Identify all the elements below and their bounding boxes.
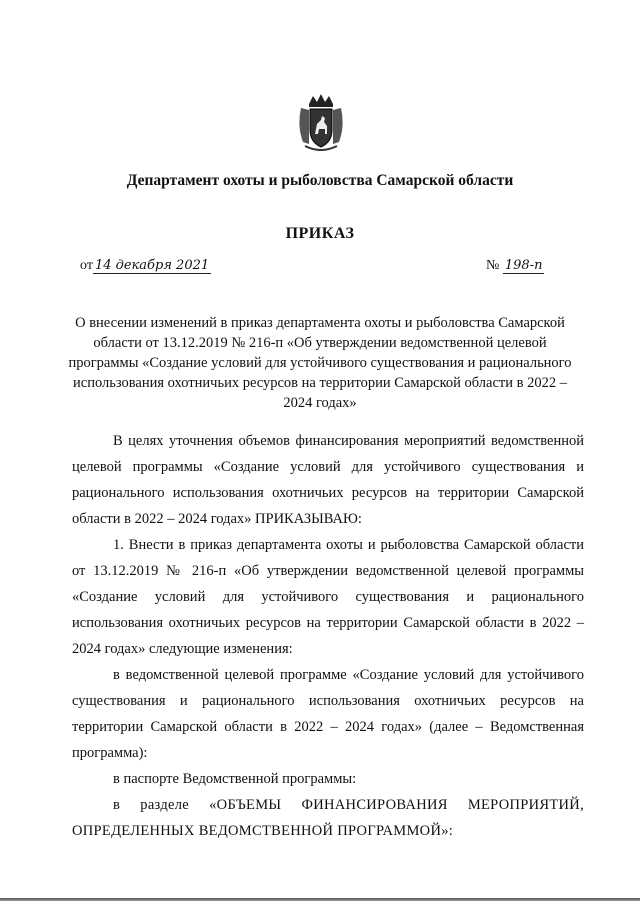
date-prefix: от — [80, 258, 93, 273]
paragraph-program-changes: в ведомственной целевой программе «Создание условий для устойчивого существования и рационального использования охотничьих ресурсов на территории Самарской области в 2022 – 2024 годах» (далее – Ведомственная программа): — [72, 667, 584, 761]
handwritten-number: 198-п — [504, 258, 543, 273]
paragraph-passport: в паспорте Ведомственной программы: — [113, 771, 357, 787]
order-body — [72, 428, 584, 844]
coat-of-arms-icon — [295, 92, 347, 152]
order-subject: О внесении изменений в приказ департамента охоты и рыболовства Самарской области от 13.12.2019 № 216-п «Об утверждении ведомственной целевой программы «Создание условий для устойчивого существования и рационального использования охотничьих ресурсов на территории Самарской области в 2022 – 2024 годах» — [68, 315, 572, 411]
handwritten-date: 14 декабря 2021 — [94, 258, 210, 273]
document-title: ПРИКАЗ — [285, 225, 355, 242]
paragraph-section: в разделе «ОБЪЕМЫ ФИНАНСИРОВАНИЯ МЕРОПРИЯТИЙ, ОПРЕДЕЛЕННЫХ ВЕДОМСТВЕННОЙ ПРОГРАММОЙ»: — [72, 797, 584, 839]
order-date — [80, 258, 211, 274]
number-prefix: № — [486, 258, 500, 273]
paragraph-preamble: В целях уточнения объемов финансирования мероприятий ведомственной целевой программы «Создание условий для устойчивого существования и рационального использования охотничьих ресурсов на территории Самарской области в 2022 – 2024 годах» ПРИКАЗЫВАЮ: — [72, 433, 584, 527]
scan-edge-divider — [0, 898, 640, 901]
paragraph-item-1: 1. Внести в приказ департамента охоты и рыболовства Самарской области от 13.12.2019 № 216-п «Об утверждении ведомственной целевой программы «Создание условий для устойчивого существования и рационального использования охотничьих ресурсов на территории Самарской области в 2022 – 2024 годах» следующие изменения: — [72, 537, 584, 657]
department-name: Департамент охоты и рыболовства Самарской области — [126, 172, 514, 189]
order-number — [486, 258, 544, 274]
